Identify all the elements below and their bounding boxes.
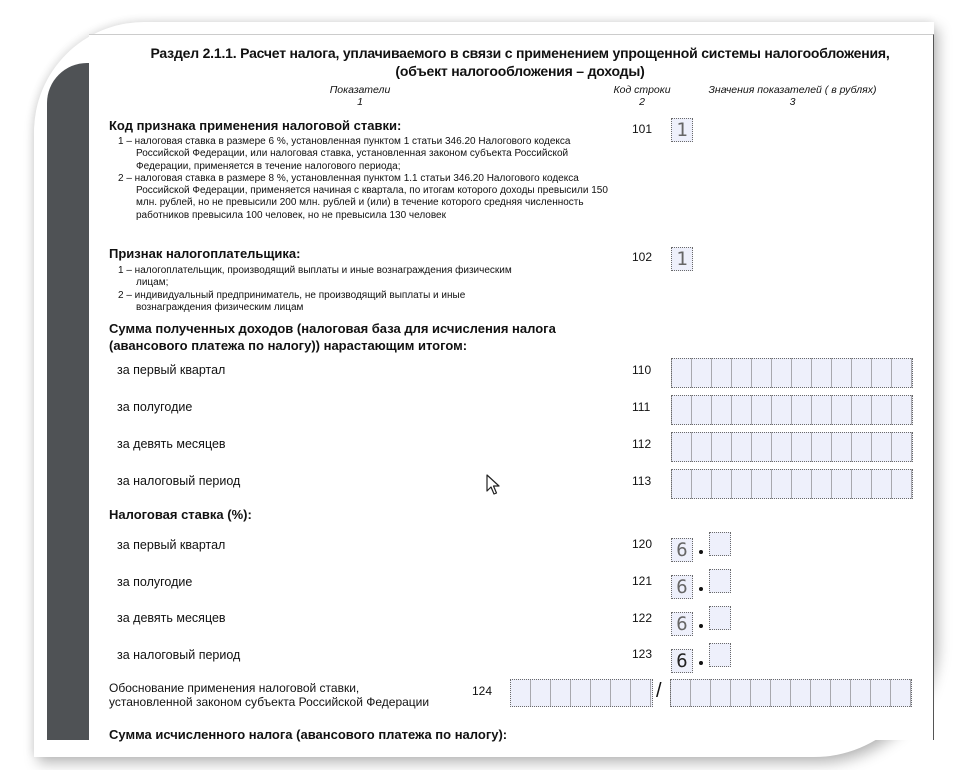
rate-nine-months-label: за девять месяцев (117, 611, 226, 625)
rate-tax-period-decimal-input[interactable] (709, 643, 731, 667)
page-title: Раздел 2.1.1. Расчет налога, уплачиваемого в связи с применением упрощенной системы налогообложения, (объект налогообложения – доходы) (150, 45, 890, 79)
justification-part1-input[interactable] (510, 679, 653, 707)
line-code-112: 112 (632, 437, 652, 451)
decimal-point (699, 550, 703, 554)
line-code-113: 113 (632, 474, 652, 488)
rate-tax-period-field (671, 643, 731, 673)
line-code-110: 110 (632, 363, 652, 377)
column-header-values: Значения показателей ( в рублях) 3 (708, 84, 877, 108)
rate-tax-period-integer-input[interactable]: 6 (671, 649, 693, 673)
rate-code-input[interactable]: 1 (671, 118, 693, 142)
rate-code-description: 1 – налоговая ставка в размере 6 %, установленная пунктом 1 статьи 346.20 Налогового кодекса Российской Федерации, или налоговая ставка, установленная законом субъекта Российской Федерации, применяется в течение налогового периода; 2 – налоговая ставка в размере 8 %, установленная пунктом 1.1 статьи 346.20 Налогового кодекса Российской Федерации, применяется начиная с квартала, по итогам которого доходы превысили 150 млн. рублей, но не превысили 200 млн. рублей и (или) в течение которого средняя численность работников превысила 100 человек, но не превысила 130 человек (118, 136, 608, 221)
line-code-123: 123 (632, 647, 653, 661)
left-panel-edge (47, 63, 89, 740)
rate-tax-period-label: за налоговый период (117, 648, 241, 662)
taxpayer-sign-description: 1 – налогоплательщик, производящий выплаты и иные вознаграждения физическим лицам; 2 – индивидуальный предприниматель, не производящий выплаты и иные вознаграждения физическим лицам (118, 265, 512, 313)
decimal-point (699, 661, 703, 665)
decimal-point (699, 587, 703, 591)
rate-q1-field (671, 532, 731, 562)
rate-q1-integer-input[interactable]: 6 (671, 538, 693, 562)
mouse-pointer-icon (486, 474, 502, 496)
justification-part2-input[interactable] (670, 679, 912, 707)
column-header-indicators: Показатели 1 (329, 84, 391, 108)
income-half-year-label: за полугодие (117, 400, 193, 414)
rate-half-year-integer-input[interactable]: 6 (671, 575, 693, 599)
line-code-101: 101 (632, 122, 653, 136)
taxpayer-sign-heading: Признак налогоплательщика: (109, 246, 301, 261)
rate-nine-months-field (671, 606, 731, 636)
rate-nine-months-decimal-input[interactable] (709, 606, 731, 630)
income-tax-period-label: за налоговый период (117, 474, 241, 488)
rate-nine-months-integer-input[interactable]: 6 (671, 612, 693, 636)
income-half-year-input[interactable] (671, 395, 913, 425)
rate-half-year-decimal-input[interactable] (709, 569, 731, 593)
line-code-121: 121 (632, 574, 653, 588)
line-code-124: 124 (472, 684, 493, 698)
justification-separator: / (656, 680, 662, 702)
income-nine-months-label: за девять месяцев (117, 437, 226, 451)
decimal-point (699, 624, 703, 628)
income-heading: Сумма полученных доходов (налоговая база для исчисления налога (авансового платежа по налогу)) нарастающим итогом: (109, 321, 556, 353)
justification-label: Обоснование применения налоговой ставки, установленной законом субъекта Российской Федерации (109, 681, 430, 709)
income-tax-period-input[interactable] (671, 469, 913, 499)
income-q1-input[interactable] (671, 358, 913, 388)
line-code-120: 120 (632, 537, 653, 551)
line-code-111: 111 (632, 400, 651, 414)
income-nine-months-input[interactable] (671, 432, 913, 462)
line-code-102: 102 (632, 250, 653, 264)
tax-rate-heading: Налоговая ставка (%): (109, 507, 252, 522)
line-code-122: 122 (632, 611, 653, 625)
rate-q1-label: за первый квартал (117, 538, 226, 552)
rate-half-year-label: за полугодие (117, 575, 193, 589)
rate-q1-decimal-input[interactable] (709, 532, 731, 556)
column-header-line-code: Код строки 2 (613, 84, 671, 108)
calculated-tax-heading: Сумма исчисленного налога (авансового платежа по налогу): (109, 727, 508, 742)
income-q1-label: за первый квартал (117, 363, 226, 377)
rate-code-heading: Код признака применения налоговой ставки: (109, 118, 402, 133)
rate-half-year-field (671, 569, 731, 599)
taxpayer-sign-input[interactable]: 1 (671, 247, 693, 271)
